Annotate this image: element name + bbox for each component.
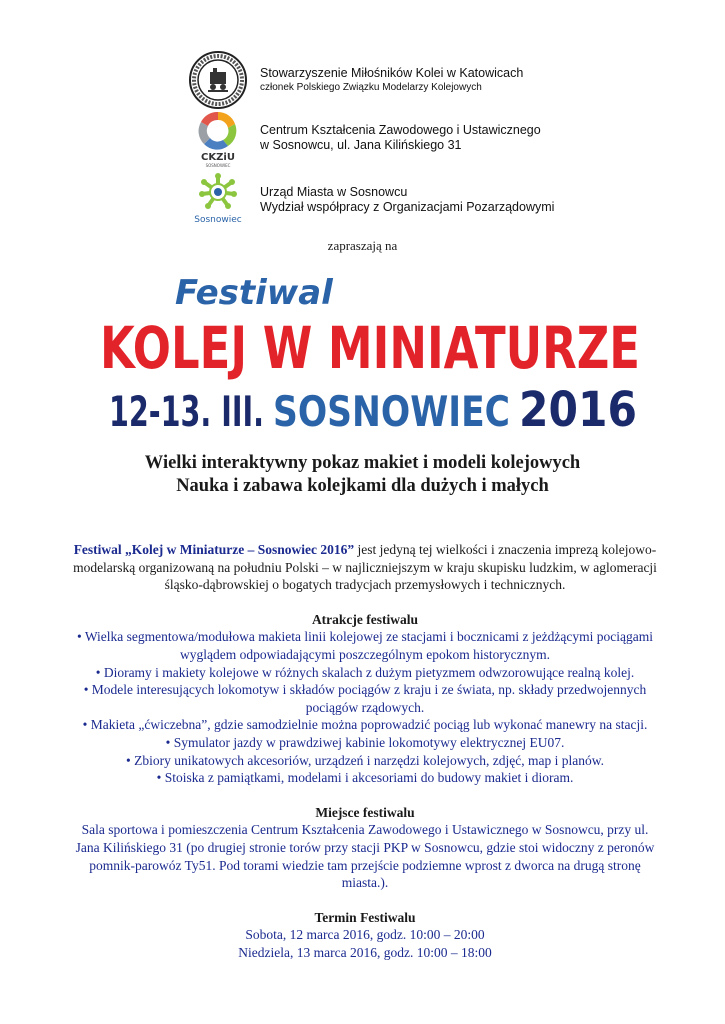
invite-text: zapraszają na [327, 238, 398, 253]
ckziu-logo-subtext: SOSNOWIEC [205, 163, 231, 168]
place-title: Miejsce festiwalu [315, 804, 415, 820]
ckziu-logo-icon [188, 108, 248, 168]
attraction-item: • Stoiska z pamiątkami, modelami i akcesoriami do budowy makiet i dioram. [156, 770, 574, 786]
festival-banner [95, 268, 645, 443]
sosnowiec-logo-text: Sosnowiec [194, 215, 242, 225]
organizer-smkk [188, 50, 523, 110]
attraction-item: • Wielka segmentowa/modułowa makieta linii kolejowej ze stacjami i bocznicami z jeżdżącymi pociągami wyglądem odpowiadającymi poszczególnym epokom historycznym. [77, 629, 653, 662]
main-content [70, 541, 660, 961]
headline-line-1: Wielki interaktywny pokaz makiet i modeli kolejowych [144, 453, 581, 473]
organizer-subtitle: członek Polskiego Związku Modelarzy Kolejowych [260, 81, 482, 93]
attraction-item: • Zbiory unikatowych akcesoriów, urządzeń i narzędzi kolejowych, zdjęć, map i planów. [126, 752, 604, 768]
attraction-item: • Modele interesujących lokomotyw i składów pociągów z kraju i ze świata, np. składy przedwojennych pociągów rządowych. [83, 682, 647, 715]
sosnowiec-city-logo-icon [188, 170, 248, 230]
schedule-line: Sobota, 12 marca 2016, godz. 10:00 – 20:00 [245, 927, 485, 943]
headline [0, 452, 725, 498]
headline-line-2: Nauka i zabawa kolejkami dla dużych i małych [176, 476, 549, 496]
attraction-item: • Dioramy i makiety kolejowe w różnych skalach z dużym pietyzmem odwzorowujące realną kolej. [95, 664, 635, 680]
banner-festiwal: Festiwal [175, 273, 333, 313]
attraction-item: • Symulator jazdy w prawdziwej kabinie lokomotywy elektrycznej EU07. [165, 734, 565, 750]
banner-dates: 12-13. III. [109, 387, 264, 436]
attractions-title: Atrakcje festiwalu [311, 611, 419, 627]
intro-text: jest jedyną tej wielkości i znaczenia imprezą kolejowo-modelarską organizowaną na południu Polski – w najliczniejszym w kraju skupisku ludzkim, w aglomeracji śląsko-dąbrowskiej o bogatych tradycjach przemysłowych i technicznych. [73, 542, 657, 593]
organizer-name: Stowarzyszenie Miłośników Kolei w Katowicach [260, 65, 524, 80]
organizer-address: w Sosnowcu, ul. Jana Kilińskiego 31 [260, 138, 462, 152]
organizer-name: Urząd Miasta w Sosnowcu [260, 185, 408, 199]
banner-title: KOLEJ W MINIATURZE [100, 314, 640, 382]
festival-name: Festiwal „Kolej w Miniaturze – Sosnowiec 2016” [73, 542, 355, 557]
banner-city: SOSNOWIEC [273, 387, 510, 436]
schedule-line: Niedziela, 13 marca 2016, godz. 10:00 – 18:00 [238, 944, 492, 960]
attraction-item: • Makieta „ćwiczebna”, gdzie samodzielnie można poprowadzić pociąg lub wykonać manewry na stacji. [82, 717, 648, 733]
railway-society-seal-icon [188, 50, 248, 110]
organizer-ckziu [188, 108, 541, 168]
organizer-um-sosnowiec [188, 170, 554, 230]
schedule-title: Termin Festiwalu [314, 909, 416, 925]
intro-paragraph [70, 541, 660, 594]
banner-year: 2016 [519, 382, 637, 438]
organizer-department: Wydział współpracy z Organizacjami Pozarządowymi [260, 200, 555, 214]
place-text: Sala sportowa i pomieszczenia Centrum Kształcenia Zawodowego i Ustawicznego w Sosnowcu, przy ul. Jana Kilińskiego 31 (po drugiej stronie torów przy stacji PKP w Sosnowcu, gdzie stoi widoczny z peronów pomnik-parowóz Ty51. Pod torami wiedzie tam przejście podziemne wprost z dworca na drugą stronę miasta.). [75, 822, 655, 891]
ckziu-logo-text: CKZiU [201, 152, 235, 163]
organizer-name: Centrum Kształcenia Zawodowego i Ustawicznego [260, 123, 541, 137]
